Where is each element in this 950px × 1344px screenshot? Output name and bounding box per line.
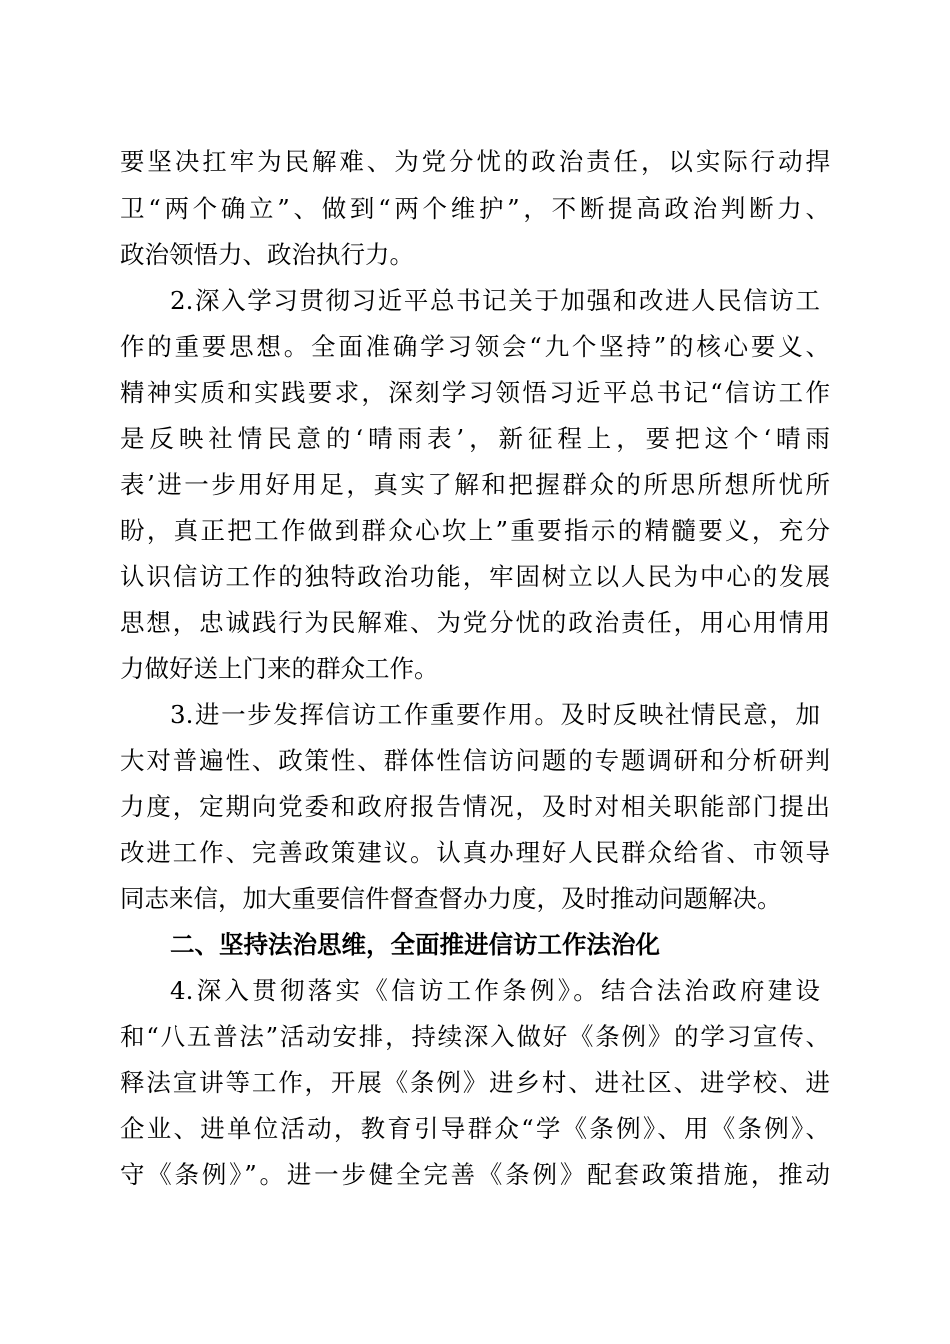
paragraph-2-line-2: 作的重要思想。全面准确学习领会“九个坚持”的核心要义、 <box>120 332 830 361</box>
paragraph-2-line-3: 精神实质和实践要求，深刻学习领悟习近平总书记“信访工作 <box>120 378 830 407</box>
paragraph-3-line-2: 大对普遍性、政策性、群体性信访问题的专题调研和分析研判 <box>120 746 830 775</box>
paragraph-2-line-5: 表’进一步用好用足，真实了解和把握群众的所思所想所忧所 <box>120 470 830 499</box>
paragraph-1-line-2: 卫“两个确立”、做到“两个维护”，不断提高政治判断力、 <box>120 194 830 223</box>
paragraph-3-line-1: 3.进一步发挥信访工作重要作用。及时反映社情民意，加 <box>170 700 820 729</box>
paragraph-2-line-1: 2.深入学习贯彻习近平总书记关于加强和改进人民信访工 <box>170 286 820 315</box>
paragraph-4-line-1: 4.深入贯彻落实《信访工作条例》。结合法治政府建设 <box>170 976 820 1005</box>
paragraph-2-line-6: 盼，真正把工作做到群众心坎上”重要指示的精髓要义，充分 <box>120 516 830 545</box>
paragraph-3-line-5: 同志来信，加大重要信件督查督办力度，及时推动问题解决。 <box>120 884 782 913</box>
paragraph-2-line-8: 思想，忠诚践行为民解难、为党分忧的政治责任，用心用情用 <box>120 608 830 637</box>
paragraph-1-line-3: 政治领悟力、政治执行力。 <box>120 240 414 269</box>
paragraph-2-line-9: 力做好送上门来的群众工作。 <box>120 654 439 683</box>
section-heading: 二、坚持法治思维，全面推进信访工作法治化 <box>170 930 660 959</box>
paragraph-4-line-5: 守《条例》”。进一步健全完善《条例》配套政策措施，推动 <box>120 1160 830 1189</box>
paragraph-3-line-4: 改进工作、完善政策建议。认真办理好人民群众给省、市领导 <box>120 838 830 867</box>
paragraph-1-line-1: 要坚决扛牢为民解难、为党分忧的政治责任，以实际行动捍 <box>120 147 830 176</box>
paragraph-2-line-4: 是反映社情民意的‘晴雨表’，新征程上，要把这个‘晴雨 <box>120 424 830 453</box>
paragraph-3-line-3: 力度，定期向党委和政府报告情况，及时对相关职能部门提出 <box>120 792 830 821</box>
paragraph-4-line-2: 和“八五普法”活动安排，持续深入做好《条例》的学习宣传、 <box>120 1022 830 1051</box>
paragraph-4-line-3: 释法宣讲等工作，开展《条例》进乡村、进社区、进学校、进 <box>120 1068 830 1097</box>
paragraph-2-line-7: 认识信访工作的独特政治功能，牢固树立以人民为中心的发展 <box>120 562 830 591</box>
paragraph-4-line-4: 企业、进单位活动，教育引导群众“学《条例》、用《条例》、 <box>120 1114 830 1143</box>
